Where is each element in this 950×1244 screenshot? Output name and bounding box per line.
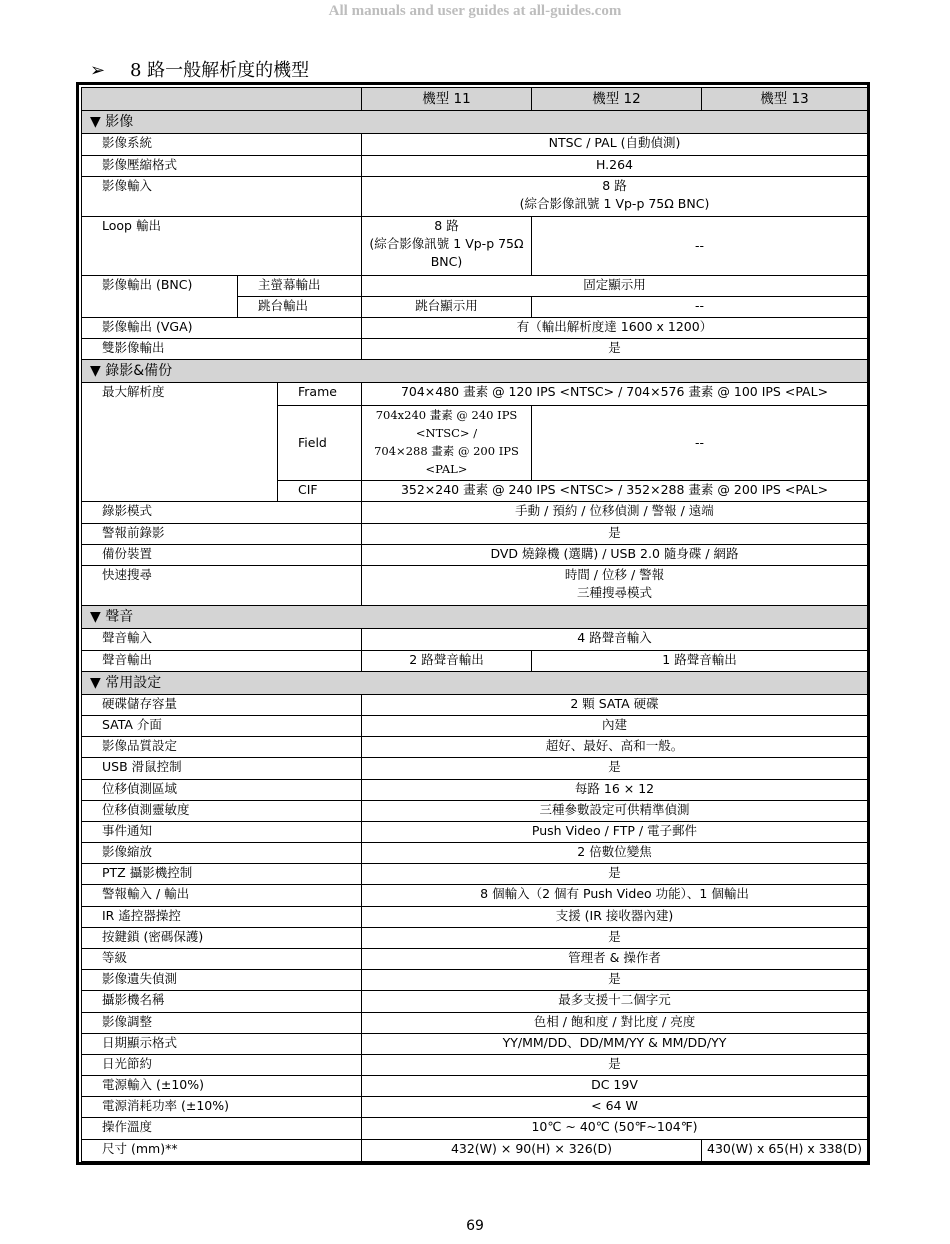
row-label: 警報輸入 / 輸出: [82, 885, 362, 906]
row-sublabel: 主螢幕輸出: [238, 275, 362, 296]
value-line: 三種搜尋模式: [576, 584, 652, 600]
value-line: 8 路: [434, 218, 459, 234]
row-label: 電源消耗功率 (±10%): [82, 1097, 362, 1118]
row-label: 影像系統: [82, 134, 362, 155]
row-label: 尺寸 (mm)**: [82, 1139, 362, 1161]
table-row: [82, 970, 868, 991]
table-row: [82, 544, 868, 565]
value-line: 8 路: [602, 177, 627, 193]
row-value: 2 路聲音輸出: [362, 650, 532, 671]
row-value: 固定顯示用: [362, 275, 868, 296]
table-row: [82, 1054, 868, 1075]
table-row: [82, 339, 868, 360]
row-value: < 64 W: [362, 1097, 868, 1118]
table-row: [82, 906, 868, 927]
row-sublabel: Field: [278, 405, 362, 481]
row-label: Loop 輸出: [82, 217, 362, 275]
table-row: [82, 383, 868, 405]
value-line: 時間 / 位移 / 警報: [564, 566, 665, 582]
row-value: DC 19V: [362, 1076, 868, 1097]
row-label: 影像調整: [82, 1012, 362, 1033]
arrow-bullet-icon: ➢: [90, 60, 106, 81]
watermark: All manuals and user guides at all-guides.com: [328, 3, 622, 19]
table-row: [82, 694, 868, 715]
table-header-row: [82, 88, 868, 111]
table-row: [82, 949, 868, 970]
table-row: [82, 1076, 868, 1097]
row-label: 影像輸出 (BNC): [82, 275, 238, 317]
row-label: 日期顯示格式: [82, 1033, 362, 1054]
row-value: 管理者 & 操作者: [362, 949, 868, 970]
row-label: 影像輸入: [82, 176, 362, 216]
row-value: 是: [362, 758, 868, 779]
row-value: 最多支援十二個字元: [362, 991, 868, 1012]
page-title-text: 8 路一般解析度的機型: [130, 60, 310, 81]
row-label: 錄影模式: [82, 502, 362, 523]
table-row: [82, 629, 868, 650]
value-line: (綜合影像訊號 1 Vp-p 75Ω BNC): [519, 195, 710, 211]
table-row: [82, 758, 868, 779]
table-row: [82, 1097, 868, 1118]
value-line: 704×288 畫素 @ 200 IPS: [374, 443, 519, 458]
table-row: [82, 1118, 868, 1139]
row-label: SATA 介面: [82, 716, 362, 737]
table-row: [82, 1012, 868, 1033]
row-label: 硬碟儲存容量: [82, 694, 362, 715]
table-row: [82, 927, 868, 948]
value-line: <NTSC> /: [415, 425, 478, 440]
row-value: 是: [362, 970, 868, 991]
row-value: Push Video / FTP / 電子郵件: [362, 821, 868, 842]
header-model-11: 機型 11: [362, 88, 532, 111]
row-value: [362, 217, 532, 275]
table-row: [82, 565, 868, 605]
row-label: 等級: [82, 949, 362, 970]
row-label: 影像壓縮格式: [82, 155, 362, 176]
row-label: 操作溫度: [82, 1118, 362, 1139]
row-label: 影像輸出 (VGA): [82, 317, 362, 338]
row-value: 是: [362, 927, 868, 948]
table-row: [82, 523, 868, 544]
header-blank: [82, 88, 362, 111]
row-label: 影像縮放: [82, 843, 362, 864]
row-label: 日光節約: [82, 1054, 362, 1075]
table-row: [82, 155, 868, 176]
row-label: 快速搜尋: [82, 565, 362, 605]
row-value: H.264: [362, 155, 868, 176]
row-value: 內建: [362, 716, 868, 737]
row-label: 警報前錄影: [82, 523, 362, 544]
row-value: --: [532, 217, 868, 275]
row-value: 10℃ ~ 40℃ (50℉~104℉): [362, 1118, 868, 1139]
section-audio: ▼ 聲音: [82, 606, 868, 629]
row-value: 是: [362, 1054, 868, 1075]
value-line: BNC): [430, 254, 463, 270]
row-label: IR 遙控器操控: [82, 906, 362, 927]
row-label: 攝影機名稱: [82, 991, 362, 1012]
header-model-13: 機型 13: [702, 88, 868, 111]
row-value: 三種參數設定可供精準偵測: [362, 800, 868, 821]
table-row: [82, 275, 868, 296]
row-label: 備份裝置: [82, 544, 362, 565]
row-value: 超好、最好、高和一般。: [362, 737, 868, 758]
row-value: 是: [362, 523, 868, 544]
row-value: 430(W) x 65(H) x 338(D): [702, 1139, 868, 1161]
row-label: 位移偵測靈敏度: [82, 800, 362, 821]
row-label: 雙影像輸出: [82, 339, 362, 360]
table-row: [82, 1033, 868, 1054]
row-value: 1 路聲音輸出: [532, 650, 868, 671]
row-value: 352×240 畫素 @ 240 IPS <NTSC> / 352×288 畫素 @ 200 IPS <PAL>: [362, 481, 868, 502]
value-line: <PAL>: [425, 461, 468, 476]
row-value: 4 路聲音輸入: [362, 629, 868, 650]
table-row: [82, 885, 868, 906]
row-label: 影像品質設定: [82, 737, 362, 758]
section-recording: ▼ 錄影&備份: [82, 360, 868, 383]
row-value: --: [532, 405, 868, 481]
row-sublabel: CIF: [278, 481, 362, 502]
page-title: [90, 56, 309, 82]
spec-table: [81, 87, 868, 1162]
table-row: [82, 217, 868, 275]
table-row: [82, 864, 868, 885]
row-value: 跳台顯示用: [362, 296, 532, 317]
table-row: [82, 821, 868, 842]
row-value: [362, 176, 868, 216]
row-value: 色相 / 飽和度 / 對比度 / 亮度: [362, 1012, 868, 1033]
value-line: 704x240 畫素 @ 240 IPS: [375, 407, 518, 422]
row-label: 聲音輸出: [82, 650, 362, 671]
row-value: 2 顆 SATA 硬碟: [362, 694, 868, 715]
row-value: 是: [362, 864, 868, 885]
header-model-12: 機型 12: [532, 88, 702, 111]
section-video: ▼ 影像: [82, 111, 868, 134]
section-general: ▼ 常用設定: [82, 671, 868, 694]
row-value: 手動 / 預約 / 位移偵測 / 警報 / 遠端: [362, 502, 868, 523]
row-sublabel: 跳台輸出: [238, 296, 362, 317]
table-row: [82, 1139, 868, 1161]
table-row: [82, 650, 868, 671]
row-value: DVD 燒錄機 (選購) / USB 2.0 隨身碟 / 網路: [362, 544, 868, 565]
row-label: 位移偵測區域: [82, 779, 362, 800]
row-value: 是: [362, 339, 868, 360]
row-value: 704×480 畫素 @ 120 IPS <NTSC> / 704×576 畫素 @ 100 IPS <PAL>: [362, 383, 868, 405]
row-label: 按鍵鎖 (密碼保護): [82, 927, 362, 948]
row-value: NTSC / PAL (自動偵測): [362, 134, 868, 155]
row-value: --: [532, 296, 868, 317]
row-label: 影像遺失偵測: [82, 970, 362, 991]
table-row: [82, 737, 868, 758]
table-row: [82, 991, 868, 1012]
row-value: [362, 405, 532, 481]
row-value: 2 倍數位變焦: [362, 843, 868, 864]
row-value: [362, 565, 868, 605]
row-value: 每路 16 × 12: [362, 779, 868, 800]
spec-table-frame: [76, 82, 870, 1165]
table-row: [82, 502, 868, 523]
row-value: 8 個輸入（2 個有 Push Video 功能）、1 個輸出: [362, 885, 868, 906]
row-label: 事件通知: [82, 821, 362, 842]
row-sublabel: Frame: [278, 383, 362, 405]
table-row: [82, 779, 868, 800]
page-number: 69: [466, 1218, 484, 1234]
row-label: 電源輸入 (±10%): [82, 1076, 362, 1097]
table-row: [82, 716, 868, 737]
table-row: [82, 317, 868, 338]
table-row: [82, 800, 868, 821]
table-row: [82, 134, 868, 155]
row-value: 432(W) × 90(H) × 326(D): [362, 1139, 702, 1161]
row-value: YY/MM/DD、DD/MM/YY & MM/DD/YY: [362, 1033, 868, 1054]
row-label: 最大解析度: [82, 383, 278, 502]
table-row: [82, 176, 868, 216]
row-value: 有（輸出解析度達 1600 x 1200）: [362, 317, 868, 338]
row-label: PTZ 攝影機控制: [82, 864, 362, 885]
row-label: USB 滑鼠控制: [82, 758, 362, 779]
value-line: (綜合影像訊號 1 Vp-p 75Ω: [369, 236, 524, 252]
table-row: [82, 843, 868, 864]
row-label: 聲音輸入: [82, 629, 362, 650]
row-value: 支援 (IR 接收器內建): [362, 906, 868, 927]
